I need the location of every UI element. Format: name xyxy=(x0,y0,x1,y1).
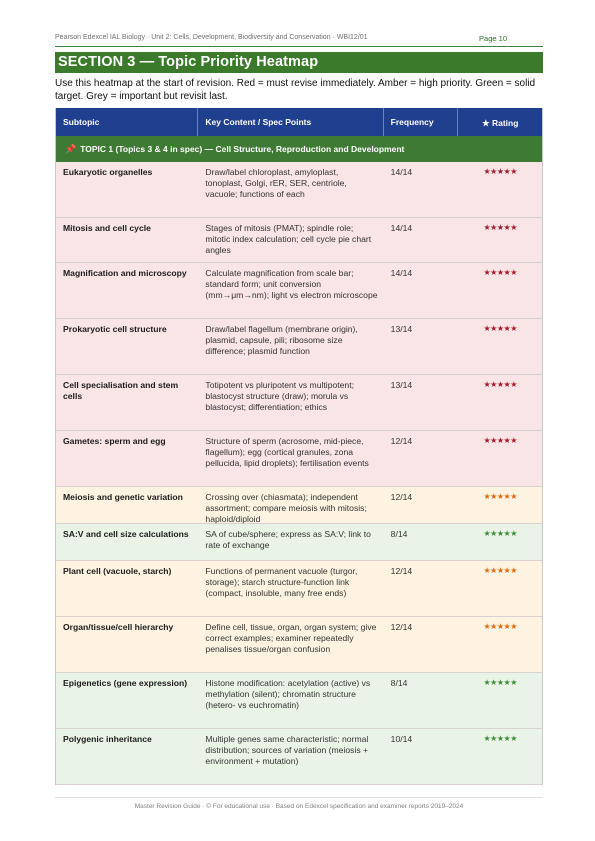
rating-stars: ★★★★★ xyxy=(483,268,517,277)
table-row xyxy=(56,729,542,785)
frequency-cell: 8/14 xyxy=(390,529,408,539)
content-cell: Functions of permanent vacuole (turgor, storage); starch structure-function link (compact, insoluble, many free ends) xyxy=(205,566,358,598)
frequency-cell: 14/14 xyxy=(390,223,413,233)
frequency-cell: 12/14 xyxy=(390,622,413,632)
table-row xyxy=(56,162,542,218)
intro-text: Use this heatmap at the start of revision. Red = must revise immediately. Amber = high priority. Green = solid target. Grey = important but revisit last. xyxy=(55,78,536,102)
column-header-subtopic: Subtopic xyxy=(56,108,198,136)
content-cell: Draw/label flagellum (membrane origin), plasmid, capsule, pili; ribosome size difference; plasmid function xyxy=(205,324,358,356)
subtopic-cell: Organ/tissue/cell hierarchy xyxy=(63,622,174,632)
frequency-cell: 8/14 xyxy=(390,678,408,688)
rating-stars: ★★★★★ xyxy=(483,167,517,176)
rating-stars: ★★★★★ xyxy=(483,324,517,333)
frequency-cell: 10/14 xyxy=(390,734,413,744)
table-row xyxy=(56,319,542,375)
page-header xyxy=(55,34,543,47)
table-row xyxy=(56,617,542,673)
content-cell: Structure of sperm (acrosome, mid-piece, flagellum); egg (cortical granules, zona pellucida, lipid droplets); fertilisation events xyxy=(205,436,369,468)
rating-stars: ★★★★★ xyxy=(483,436,517,445)
section-title: SECTION 3 — Topic Priority Heatmap xyxy=(55,52,543,73)
column-header-rating: ★ Rating xyxy=(481,118,519,128)
frequency-cell: 14/14 xyxy=(390,268,413,278)
subtopic-cell: Mitosis and cell cycle xyxy=(63,223,151,233)
rating-stars: ★★★★★ xyxy=(483,622,517,631)
table-row xyxy=(56,263,542,319)
rating-stars: ★★★★★ xyxy=(483,734,517,743)
header-text: Pearson Edexcel IAL Biology · Unit 2: Cells, Development, Biodiversity and Conservation · WBI12/01 xyxy=(55,34,368,41)
table-row xyxy=(56,431,542,487)
page-footer: Master Revision Guide · © For educational use · Based on Edexcel specification and examiner reports 2019–2024 xyxy=(55,797,543,811)
frequency-cell: 13/14 xyxy=(390,380,413,390)
rating-stars: ★★★★★ xyxy=(483,492,517,501)
subtopic-cell: SA:V and cell size calculations xyxy=(63,529,189,539)
content-cell: Totipotent vs pluripotent vs multipotent; blastocyst structure (draw); morula vs blastocyst; differentiation; ethics xyxy=(205,380,354,412)
table-row xyxy=(56,673,542,729)
rating-stars: ★★★★★ xyxy=(483,223,517,232)
frequency-cell: 12/14 xyxy=(390,492,413,502)
content-cell: Stages of mitosis (PMAT); spindle role; mitotic index calculation; cell cycle pie chart angles xyxy=(205,223,372,255)
priority-table xyxy=(55,108,543,785)
subtopic-cell: Cell specialisation and stem cells xyxy=(63,380,179,401)
subtopic-cell: Meiosis and genetic variation xyxy=(63,492,183,502)
subtopic-cell: Plant cell (vacuole, starch) xyxy=(63,566,172,576)
table-body xyxy=(56,162,542,785)
content-cell: Calculate magnification from scale bar; standard form; unit conversion (mm→μm→nm); light vs electron microscope xyxy=(205,268,378,300)
page-number: Page 10 xyxy=(479,34,507,43)
topic-band-label: TOPIC 1 (Topics 3 & 4 in spec) — Cell Structure, Reproduction and Development xyxy=(80,144,405,154)
subtopic-cell: Eukaryotic organelles xyxy=(63,167,153,177)
table-header xyxy=(56,108,542,136)
pin-icon: 📌 xyxy=(65,143,77,154)
content-cell: Crossing over (chiasmata); independent assortment; compare meiosis with mitosis; haploid/diploid xyxy=(205,492,367,524)
subtopic-cell: Gametes: sperm and egg xyxy=(63,436,166,446)
content-cell: Histone modification: acetylation (active) vs methylation (silent); chromatin structure (hetero- vs euchromatin) xyxy=(205,678,371,710)
subtopic-cell: Prokaryotic cell structure xyxy=(63,324,167,334)
content-cell: Define cell, tissue, organ, organ system; give correct examples; examiner repeatedly penalises tissue/organ confusion xyxy=(205,622,377,654)
content-cell: SA of cube/sphere; express as SA:V; link to rate of exchange xyxy=(205,529,371,550)
table-row xyxy=(56,561,542,617)
frequency-cell: 12/14 xyxy=(390,436,413,446)
rating-stars: ★★★★★ xyxy=(483,529,517,538)
column-header-content: Key Content / Spec Points xyxy=(198,108,383,136)
rating-stars: ★★★★★ xyxy=(483,566,517,575)
frequency-cell: 12/14 xyxy=(390,566,413,576)
table-row xyxy=(56,524,542,561)
frequency-cell: 14/14 xyxy=(390,167,413,177)
column-header-frequency: Frequency xyxy=(384,108,459,136)
subtopic-cell: Magnification and microscopy xyxy=(63,268,187,278)
table-row xyxy=(56,487,542,524)
table-row xyxy=(56,218,542,263)
topic-band xyxy=(56,136,542,162)
subtopic-cell: Polygenic inheritance xyxy=(63,734,152,744)
frequency-cell: 13/14 xyxy=(390,324,413,334)
rating-stars: ★★★★★ xyxy=(483,678,517,687)
content-cell: Draw/label chloroplast, amyloplast, tonoplast, Golgi, rER, SER, centriole, vacuole; functions of each xyxy=(205,167,347,199)
rating-stars: ★★★★★ xyxy=(483,380,517,389)
subtopic-cell: Epigenetics (gene expression) xyxy=(63,678,188,688)
table-row xyxy=(56,375,542,431)
content-cell: Multiple genes same characteristic; normal distribution; sources of variation (meiosis + environment + mutation) xyxy=(205,734,369,766)
